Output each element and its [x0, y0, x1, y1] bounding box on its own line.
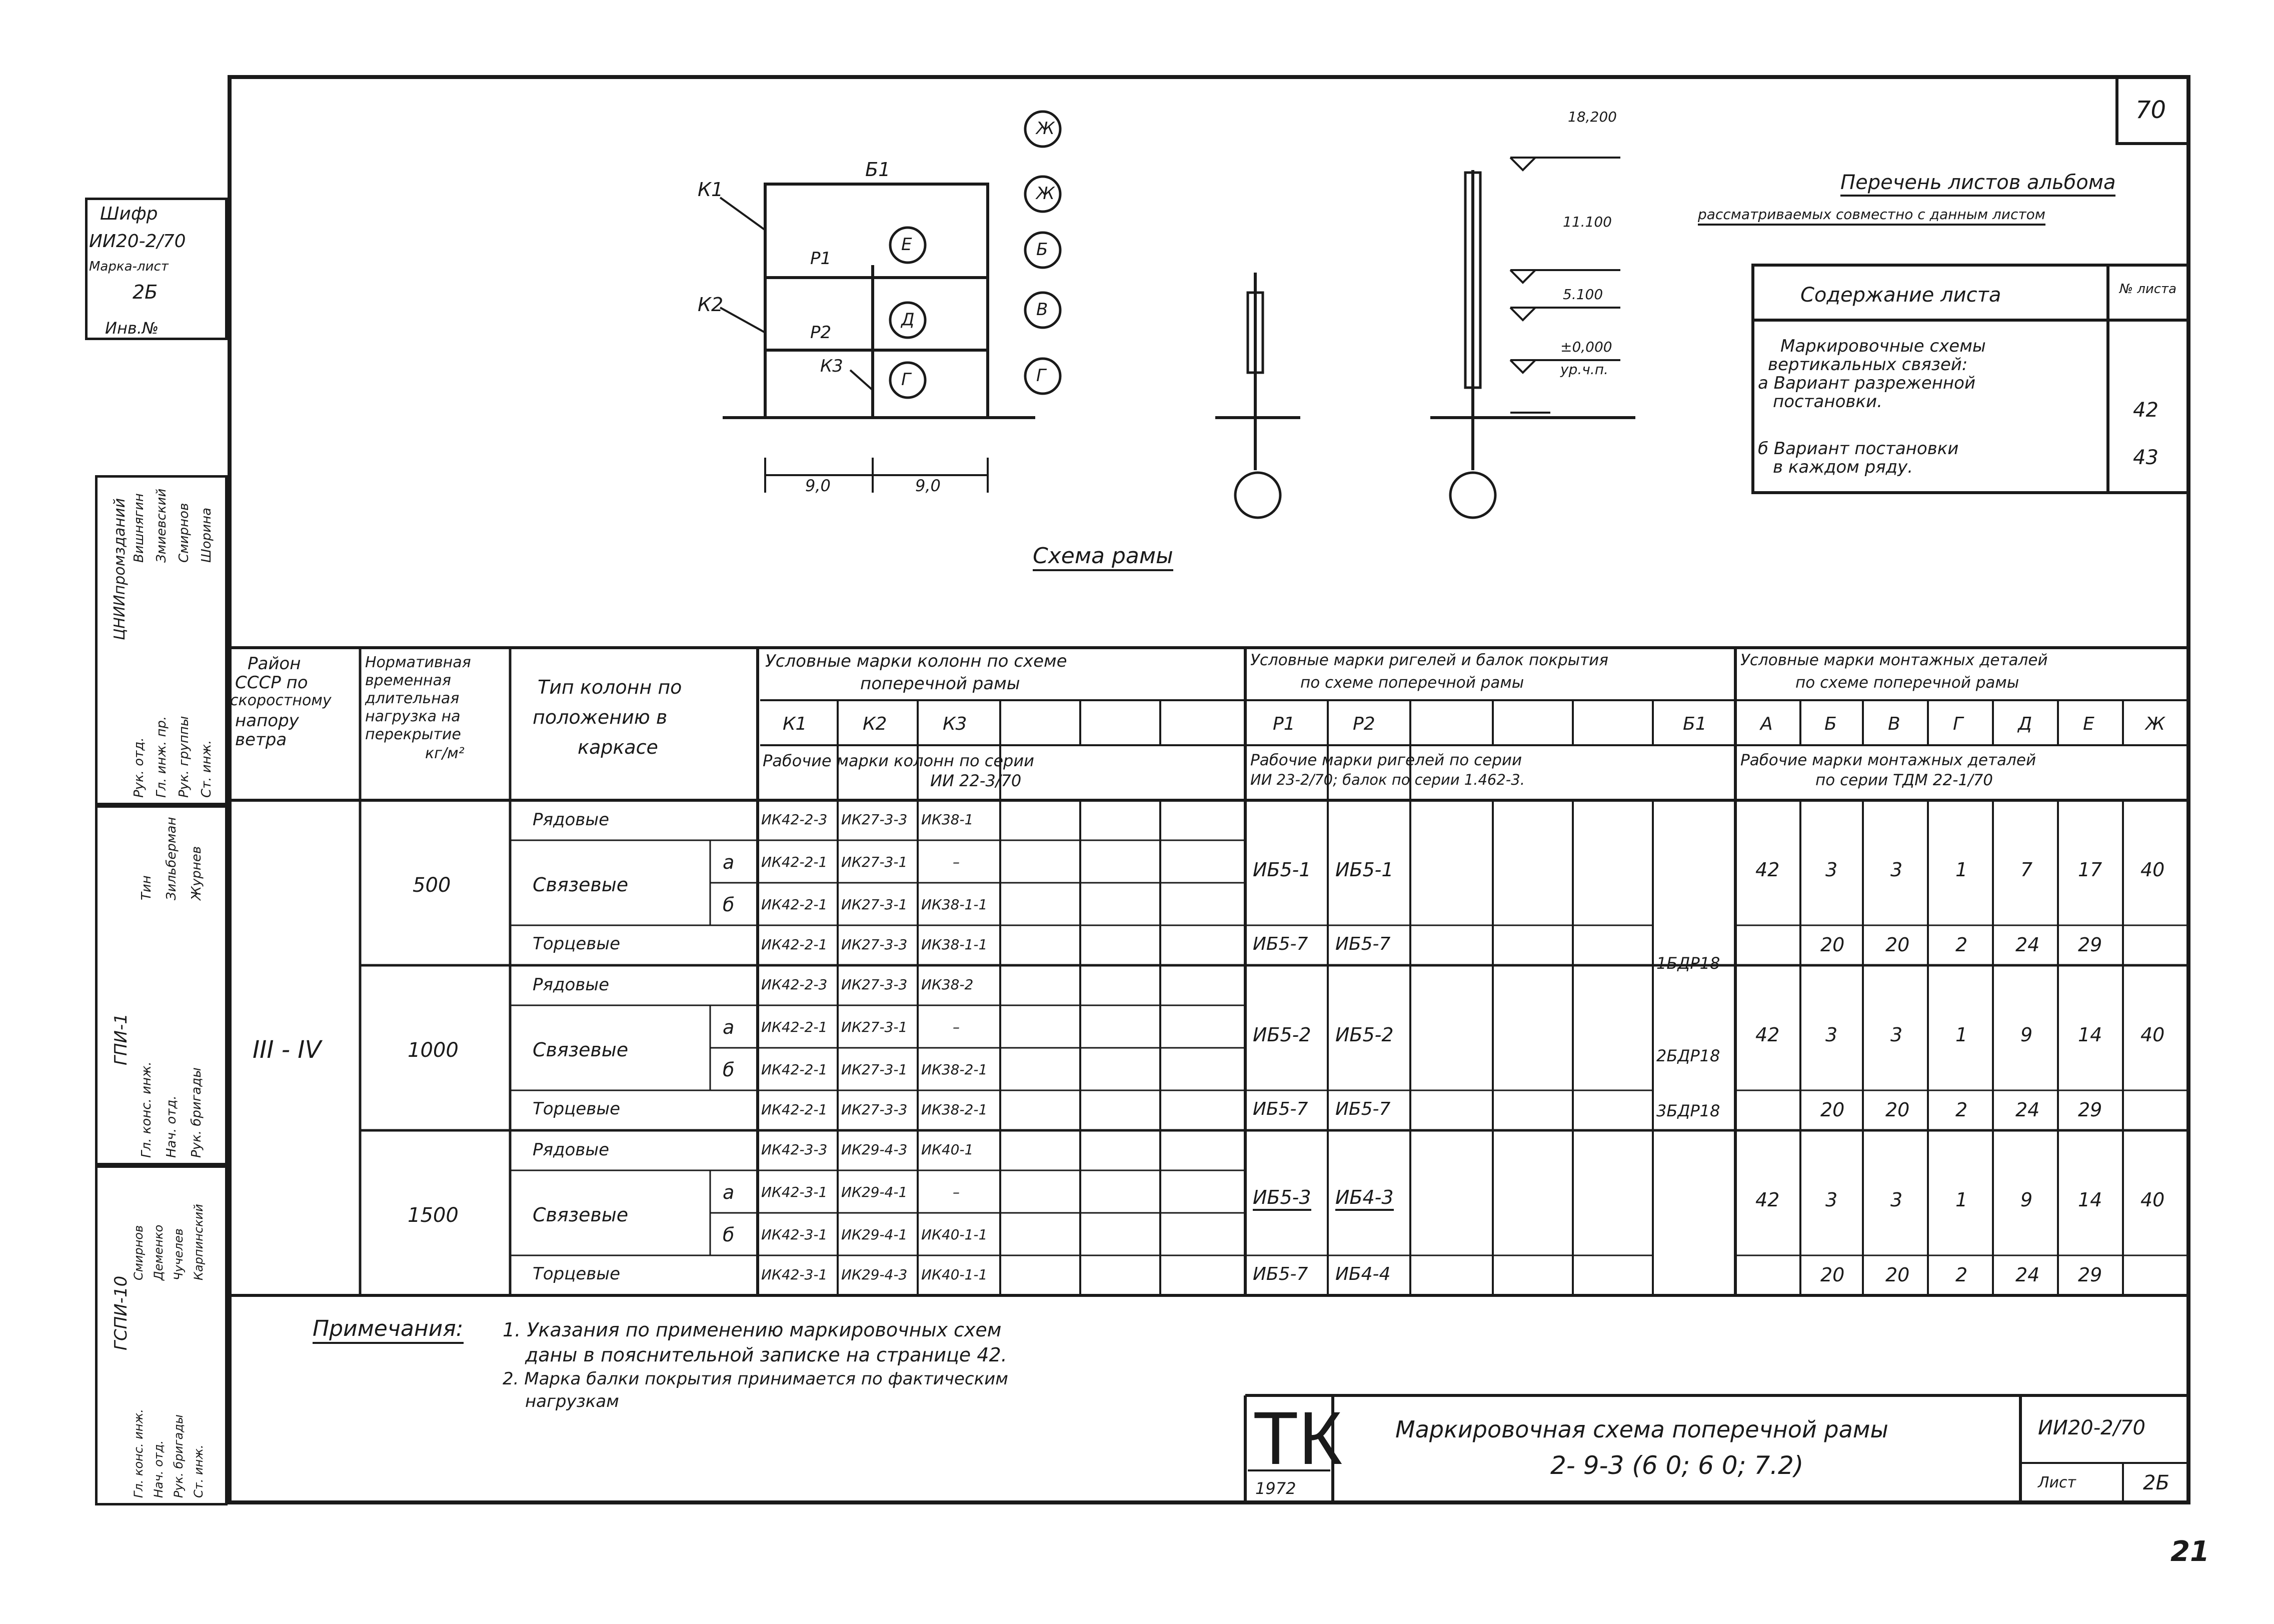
label-p1: Р1 [810, 249, 832, 269]
det-end-v: 20 [1885, 934, 1910, 956]
h-det-g: Г [1953, 714, 1963, 734]
h-det-v: В [1888, 714, 1900, 734]
elevation-5100: 5.100 [1563, 286, 1603, 303]
sheet-list-line-2: вертикальных связей: [1768, 355, 1968, 375]
h-region-2: СССР по [235, 673, 308, 693]
k2-r2: ИК27-3-1 [841, 1019, 908, 1035]
det-v: 3 [1890, 1189, 1903, 1211]
k3-r3: ИК38-2-1 [921, 1061, 988, 1078]
det-end-g: 2 [1955, 1099, 1968, 1121]
h-beam-group-2: по схеме поперечной рамы [1300, 674, 1524, 692]
det-d: 7 [2020, 859, 2033, 881]
det-e: 14 [2078, 1024, 2102, 1046]
k3-r4: ИК38-1-1 [921, 936, 988, 953]
circle-b: Б [1036, 240, 1048, 260]
h-col-sub-2: ИИ 22-3/70 [930, 771, 1022, 790]
region-value: III - IV [253, 1036, 322, 1064]
marka-list-label: Марка-лист [89, 259, 169, 274]
det-end-v: 20 [1885, 1099, 1910, 1121]
inv-label: Инв.№ [105, 319, 159, 338]
stamp2-name-3: Журнев [189, 846, 204, 900]
det-end-b: 20 [1820, 934, 1845, 956]
stamp3-org: ГСПИ-10 [111, 1275, 131, 1350]
det-a: 42 [1755, 859, 1780, 881]
p2-end: ИБ5-7 [1335, 1099, 1391, 1119]
k2-r1: ИК27-3-3 [841, 976, 908, 993]
stamp3-role-4: Ст. инж. [192, 1444, 206, 1498]
stamp1-role-1: Рук. отд. [132, 737, 147, 798]
type-tortsevye: Торцевые [533, 934, 621, 954]
shifr-value: ИИ20-2/70 [89, 231, 186, 252]
det-d: 9 [2020, 1024, 2033, 1046]
k1-r3: ИК42-2-1 [761, 896, 828, 913]
det-g: 1 [1955, 1024, 1968, 1046]
h-beam-sub-2: ИИ 23-2/70; балок по серии 1.462-3. [1250, 771, 1525, 788]
circle-e: Е [901, 235, 912, 255]
sheet-list-col-content: Содержание листа [1800, 284, 2001, 307]
h-col-k3: К3 [943, 714, 967, 734]
list-value: 2Б [2143, 1471, 2169, 1494]
stamp1-role-3: Рук. группы [177, 716, 192, 798]
k1-r2: ИК42-3-1 [761, 1184, 828, 1200]
det-d: 9 [2020, 1189, 2033, 1211]
det-end-e: 29 [2078, 1264, 2102, 1286]
circle-v: В [1036, 300, 1048, 320]
k3-r2: – [953, 1184, 960, 1200]
det-zh: 40 [2140, 1024, 2165, 1046]
k1-r1: ИК42-3-3 [761, 1141, 828, 1158]
stamp3-role-2: Нач. отд. [152, 1440, 166, 1498]
stamp1-name-4: Шорина [199, 507, 214, 563]
h-det-group-1: Условные марки монтажных деталей [1740, 651, 2048, 669]
h-type-3: каркасе [578, 736, 658, 758]
stamp1-role-4: Ст. инж. [199, 740, 214, 798]
circle-zh-1: Ж [1036, 119, 1055, 139]
det-end-b: 20 [1820, 1264, 1845, 1286]
k2-r4: ИК27-3-3 [841, 1101, 908, 1118]
k2-r3: ИК29-4-1 [841, 1226, 908, 1243]
sheet-list-line-4: постановки. [1773, 392, 1882, 412]
det-g: 1 [1955, 859, 1968, 881]
k3-r2: – [953, 854, 960, 870]
det-end-e: 29 [2078, 1099, 2102, 1121]
stamp1-name-1: Вишнягин [132, 493, 147, 563]
tk-logo: ТК [1253, 1396, 1343, 1480]
stamp1-org: ЦНИИпромзданий [111, 498, 129, 640]
stamp3-name-1: Смирнов [132, 1225, 146, 1280]
b1: 3БДР18 [1656, 1101, 1720, 1120]
det-e: 17 [2078, 859, 2102, 881]
h-det-b: Б [1824, 714, 1837, 734]
h-load-1: Нормативная [365, 654, 471, 671]
stamp2-name-2: Зильберман [164, 817, 179, 900]
det-end-b: 20 [1820, 1099, 1845, 1121]
h-det-group-2: по схеме поперечной рамы [1795, 674, 2019, 692]
load-1500: 1500 [408, 1204, 459, 1227]
sub-a: а [723, 851, 735, 873]
p1: ИБ5-3 [1253, 1188, 1311, 1211]
k3-r4: ИК38-2-1 [921, 1101, 988, 1118]
k2-r4: ИК29-4-3 [841, 1266, 908, 1283]
det-end-d: 24 [2015, 1264, 2040, 1286]
elevation-0000: ±0,000 [1560, 339, 1612, 355]
b1: 1БДР18 [1656, 954, 1720, 973]
k3-r3: ИК40-1-1 [921, 1226, 988, 1243]
sub-b: б [723, 1059, 735, 1081]
sheet-list-line-1: Маркировочные схемы [1780, 336, 1986, 356]
label-k2: К2 [698, 294, 724, 316]
note-line-2: даны в пояснительной записке на странице 42. [525, 1344, 1007, 1366]
p2: ИБ5-1 [1335, 859, 1394, 881]
type-ryadovye: Рядовые [533, 975, 610, 995]
sheet-list-line-6: в каждом ряду. [1773, 457, 1913, 477]
p2-end: ИБ5-7 [1335, 934, 1391, 954]
det-v: 3 [1890, 859, 1903, 881]
title-code: ИИ20-2/70 [2038, 1416, 2145, 1439]
h-beam-sub-1: Рабочие марки ригелей по серии [1250, 751, 1522, 769]
stamp3-name-4: Карпинский [192, 1204, 206, 1280]
frame-scheme-caption: Схема рамы [1033, 545, 1173, 571]
k1-r4: ИК42-2-1 [761, 1101, 828, 1118]
k3-r4: ИК40-1-1 [921, 1266, 988, 1283]
stamp1-name-2: Змиевский [154, 488, 169, 563]
h-det-a: А [1760, 714, 1773, 734]
h-beam-p2: Р2 [1353, 714, 1375, 734]
note-line-1: 1. Указания по применению маркировочных схем [503, 1319, 1002, 1341]
note-line-4: нагрузкам [525, 1391, 619, 1411]
stamp2-role-3: Рук. бригады [189, 1067, 204, 1158]
elevation-11100: 11.100 [1563, 214, 1612, 230]
det-e: 14 [2078, 1189, 2102, 1211]
h-region-3: скоростному [230, 692, 332, 709]
title-line-2: 2- 9-3 (6 0; 6 0; 7.2) [1550, 1451, 1804, 1480]
stamp2-role-2: Нач. отд. [164, 1095, 179, 1158]
det-b: 3 [1825, 859, 1838, 881]
elevation-ground: ур.ч.п. [1560, 361, 1608, 378]
h-type-2: положению в [533, 706, 668, 728]
det-v: 3 [1890, 1024, 1903, 1046]
note-line-3: 2. Марка балки покрытия принимается по фактическим [503, 1369, 1008, 1389]
p2: ИБ4-3 [1335, 1188, 1394, 1211]
elevation-18200: 18,200 [1568, 109, 1617, 125]
h-col-k1: К1 [783, 714, 807, 734]
h-region-1: Район [248, 654, 301, 674]
k1-r3: ИК42-3-1 [761, 1226, 828, 1243]
h-beam-group-1: Условные марки ригелей и балок покрытия [1250, 651, 1608, 669]
h-col-k2: К2 [863, 714, 887, 734]
k2-r1: ИК29-4-3 [841, 1141, 908, 1158]
h-col-group-1: Условные марки колонн по схеме [765, 651, 1067, 671]
k3-r2: – [953, 1019, 960, 1035]
h-load-5: перекрытие [365, 726, 461, 743]
circle-zh-2: Ж [1036, 184, 1055, 204]
k3-r1: ИК38-1 [921, 811, 974, 828]
circle-g-right: Г [1036, 366, 1046, 386]
det-end-d: 24 [2015, 934, 2040, 956]
det-zh: 40 [2140, 1189, 2165, 1211]
det-end-e: 29 [2078, 934, 2102, 956]
footer-mark: 21 [2170, 1535, 2209, 1568]
label-k1: К1 [698, 179, 724, 201]
det-b: 3 [1825, 1024, 1838, 1046]
type-svyazevye: Связевые [533, 874, 629, 896]
h-det-zh: Ж [2145, 714, 2165, 734]
sheet-number: 70 [2135, 96, 2166, 124]
list-label: Лист [2038, 1474, 2076, 1491]
stamp2-role-1: Гл. конс. инж. [139, 1061, 154, 1158]
k1-r1: ИК42-2-3 [761, 976, 828, 993]
k1-r4: ИК42-2-1 [761, 936, 828, 953]
stamp3-name-3: Чучелев [172, 1228, 186, 1280]
stamp1-name-3: Смирнов [177, 503, 192, 563]
p1: ИБ5-1 [1253, 859, 1311, 881]
h-load-3: длительная [365, 690, 460, 707]
h-beam-b1: Б1 [1683, 714, 1707, 734]
sub-a: а [723, 1016, 735, 1038]
h-det-sub-2: по серии ТДМ 22-1/70 [1815, 771, 1993, 789]
type-tortsevye: Торцевые [533, 1099, 621, 1119]
tk-year: 1972 [1255, 1479, 1296, 1498]
marka-list-value: 2Б [133, 281, 158, 303]
k3-r1: ИК38-2 [921, 976, 974, 993]
det-a: 42 [1755, 1024, 1780, 1046]
det-end-g: 2 [1955, 934, 1968, 956]
b1: 2БДР18 [1656, 1046, 1720, 1065]
sheet-list-number-2: 43 [2133, 446, 2158, 469]
span-1: 9,0 [805, 476, 831, 495]
type-tortsevye: Торцевые [533, 1264, 621, 1284]
stamp3-role-3: Рук. бригады [172, 1414, 186, 1498]
stamp2-name-1: Тин [139, 875, 154, 900]
k1-r4: ИК42-3-1 [761, 1266, 828, 1283]
k3-r1: ИК40-1 [921, 1141, 974, 1158]
sub-b: б [723, 894, 735, 916]
k2-r3: ИК27-3-1 [841, 896, 908, 913]
h-col-group-2: поперечной рамы [860, 674, 1020, 694]
k1-r1: ИК42-2-3 [761, 811, 828, 828]
det-a: 42 [1755, 1189, 1780, 1211]
k2-r1: ИК27-3-3 [841, 811, 908, 828]
h-region-4: напору [235, 711, 299, 731]
h-det-sub-1: Рабочие марки монтажных деталей [1740, 751, 2036, 769]
sheet-list-line-3: а Вариант разреженной [1758, 373, 1976, 393]
det-end-d: 24 [2015, 1099, 2040, 1121]
k1-r3: ИК42-2-1 [761, 1061, 828, 1078]
det-zh: 40 [2140, 859, 2165, 881]
type-ryadovye: Рядовые [533, 810, 610, 830]
k2-r2: ИК29-4-1 [841, 1184, 908, 1200]
label-b1: Б1 [865, 159, 891, 181]
sheet-list-subtitle: рассматриваемых совместно с данным листом [1698, 208, 2045, 226]
p1-end: ИБ5-7 [1253, 934, 1308, 954]
label-k3: К3 [820, 356, 843, 376]
type-svyazevye: Связевые [533, 1039, 629, 1061]
h-load-2: временная [365, 672, 451, 689]
circle-d: Д [901, 310, 915, 330]
det-end-v: 20 [1885, 1264, 1910, 1286]
type-ryadovye: Рядовые [533, 1140, 610, 1160]
h-load-6: кг/м² [425, 745, 465, 762]
det-b: 3 [1825, 1189, 1838, 1211]
type-svyazevye: Связевые [533, 1204, 629, 1226]
h-type-1: Тип колонн по [538, 676, 682, 698]
k1-r2: ИК42-2-1 [761, 1019, 828, 1035]
load-500: 500 [413, 874, 451, 897]
h-col-sub-1: Рабочие марки колонн по серии [763, 751, 1034, 770]
h-load-4: нагрузка на [365, 708, 461, 725]
p1: ИБ5-2 [1253, 1024, 1311, 1046]
notes-label: Примечания: [313, 1318, 464, 1344]
shifr-label: Шифр [100, 204, 158, 224]
sub-b: б [723, 1224, 735, 1246]
title-line-1: Маркировочная схема поперечной рамы [1395, 1416, 1888, 1443]
k2-r3: ИК27-3-1 [841, 1061, 908, 1078]
load-1000: 1000 [408, 1039, 459, 1062]
k2-r4: ИК27-3-3 [841, 936, 908, 953]
label-p2: Р2 [810, 323, 832, 343]
stamp2-org: ГПИ-1 [111, 1013, 131, 1065]
p1-end: ИБ5-7 [1253, 1099, 1308, 1119]
sheet-list-number-1: 42 [2133, 399, 2158, 422]
det-end-g: 2 [1955, 1264, 1968, 1286]
sheet-list-title: Перечень листов альбома [1840, 173, 2115, 197]
k1-r2: ИК42-2-1 [761, 854, 828, 870]
p2: ИБ5-2 [1335, 1024, 1394, 1046]
span-2: 9,0 [915, 476, 941, 495]
h-det-e: Е [2083, 714, 2094, 734]
h-region-5: ветра [235, 730, 287, 750]
stamp1-role-2: Гл. инж. пр. [154, 716, 169, 798]
p1-end: ИБ5-7 [1253, 1264, 1308, 1284]
circle-g-left: Г [901, 370, 911, 390]
stamp3-name-2: Деменко [152, 1224, 166, 1280]
sheet-list-col-number: № листа [2119, 282, 2177, 297]
sub-a: а [723, 1181, 735, 1203]
stamp3-role-1: Гл. конс. инж. [132, 1409, 146, 1498]
k3-r3: ИК38-1-1 [921, 896, 988, 913]
h-det-d: Д [2018, 714, 2032, 734]
sheet-list-line-5: б Вариант постановки [1758, 439, 1959, 459]
k2-r2: ИК27-3-1 [841, 854, 908, 870]
det-g: 1 [1955, 1189, 1968, 1211]
h-beam-p1: Р1 [1273, 714, 1295, 734]
p2-end: ИБ4-4 [1335, 1264, 1391, 1284]
